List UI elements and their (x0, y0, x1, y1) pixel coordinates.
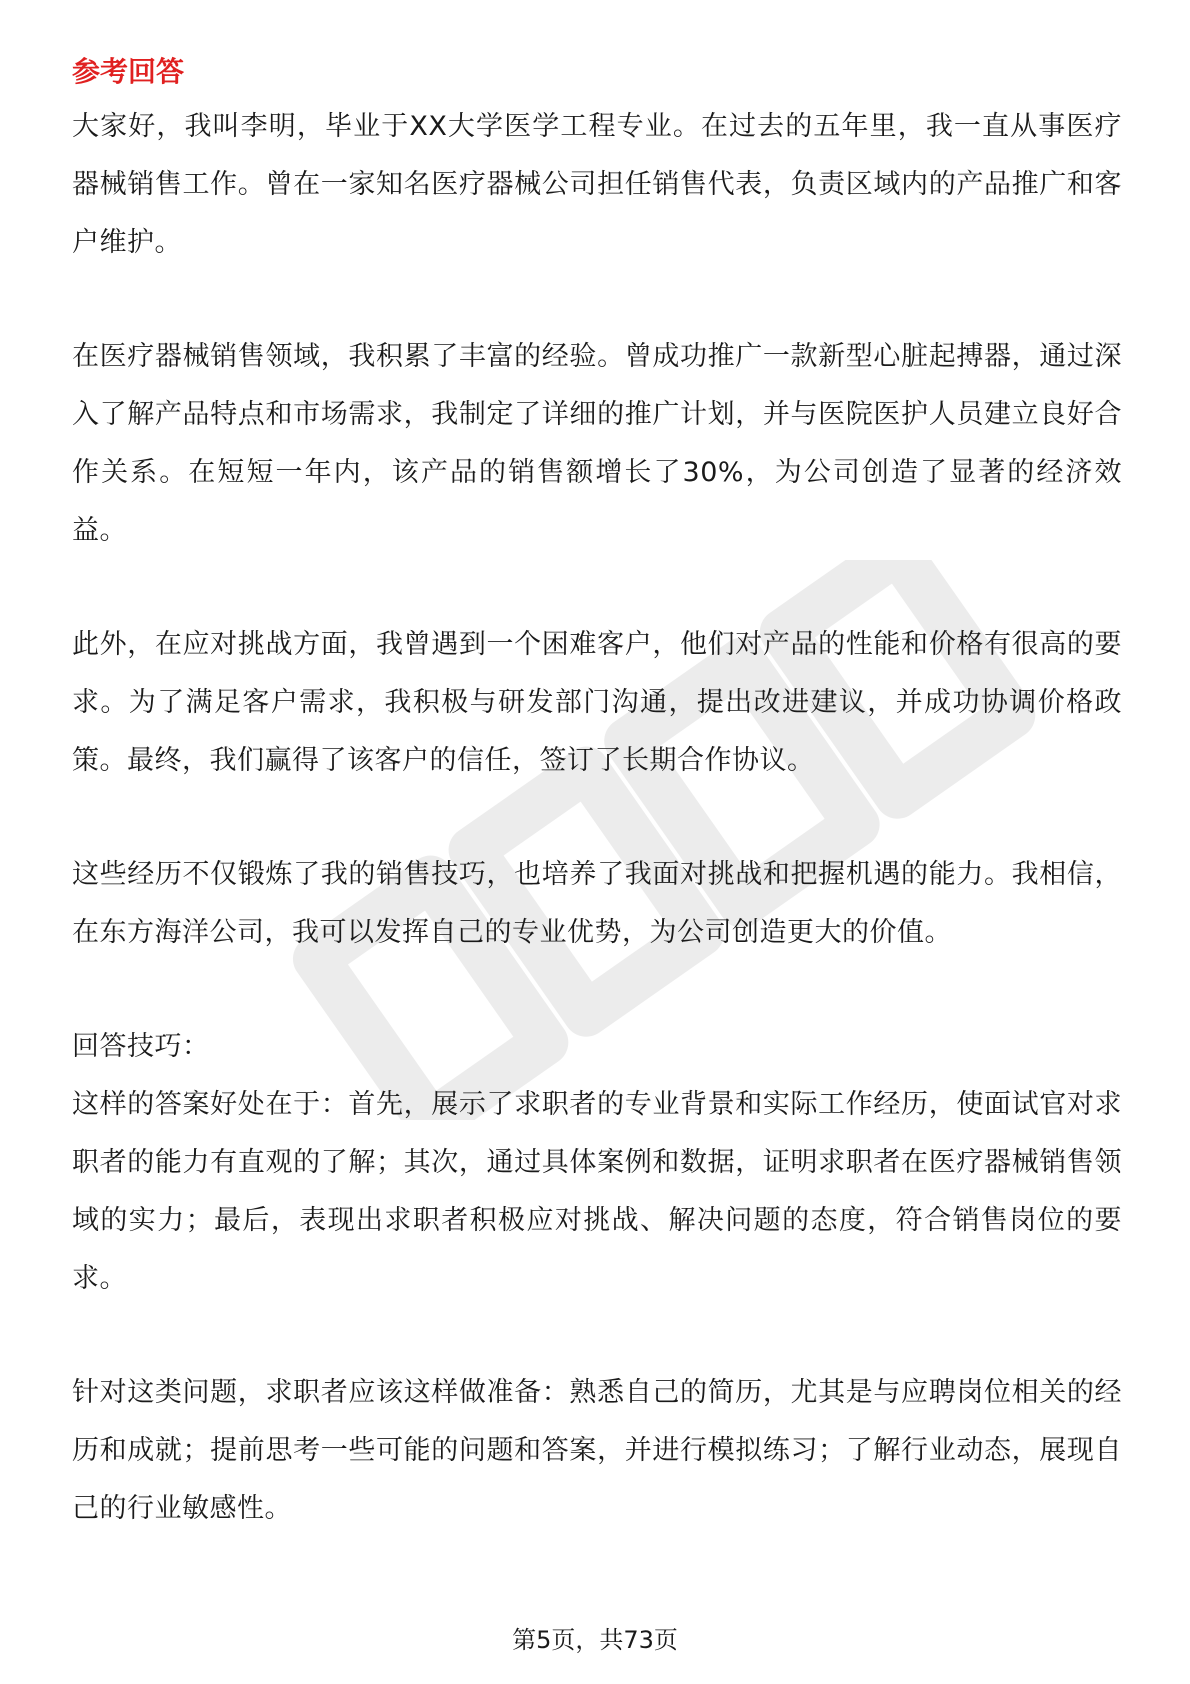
tips-label: 回答技巧： (72, 1031, 210, 1062)
page-number-footer: 第5页，共73页 (512, 1626, 678, 1654)
document-body (72, 46, 1122, 1594)
answer-paragraph-4: 这些经历不仅锻炼了我的销售技巧，也培养了我面对挑战和把握机遇的能力。我相信，在东方海洋公司，我可以发挥自己的专业优势，为公司创造更大的价值。 (72, 859, 1122, 948)
section-heading: 参考回答 (72, 55, 185, 88)
tips-paragraph-1: 这样的答案好处在于：首先，展示了求职者的专业背景和实际工作经历，使面试官对求职者的能力有直观的了解；其次，通过具体案例和数据，证明求职者在医疗器械销售领域的实力；最后，表现出求职者积极应对挑战、解决问题的态度，符合销售岗位的要求。 (72, 1089, 1122, 1294)
answer-paragraph-1: 大家好，我叫李明，毕业于XX大学医学工程专业。在过去的五年里，我一直从事医疗器械销售工作。曾在一家知名医疗器械公司担任销售代表，负责区域内的产品推广和客户维护。 (72, 111, 1122, 258)
answer-paragraph-3: 此外，在应对挑战方面，我曾遇到一个困难客户，他们对产品的性能和价格有很高的要求。为了满足客户需求，我积极与研发部门沟通，提出改进建议，并成功协调价格政策。最终，我们赢得了该客户的信任，签订了长期合作协议。 (72, 629, 1122, 776)
tips-paragraph-2: 针对这类问题，求职者应该这样做准备：熟悉自己的简历，尤其是与应聘岗位相关的经历和成就；提前思考一些可能的问题和答案，并进行模拟练习；了解行业动态，展现自己的行业敏感性。 (72, 1377, 1122, 1524)
answer-paragraph-2: 在医疗器械销售领域，我积累了丰富的经验。曾成功推广一款新型心脏起搏器，通过深入了解产品特点和市场需求，我制定了详细的推广计划，并与医院医护人员建立良好合作关系。在短短一年内，该产品的销售额增长了30%，为公司创造了显著的经济效益。 (72, 341, 1122, 546)
